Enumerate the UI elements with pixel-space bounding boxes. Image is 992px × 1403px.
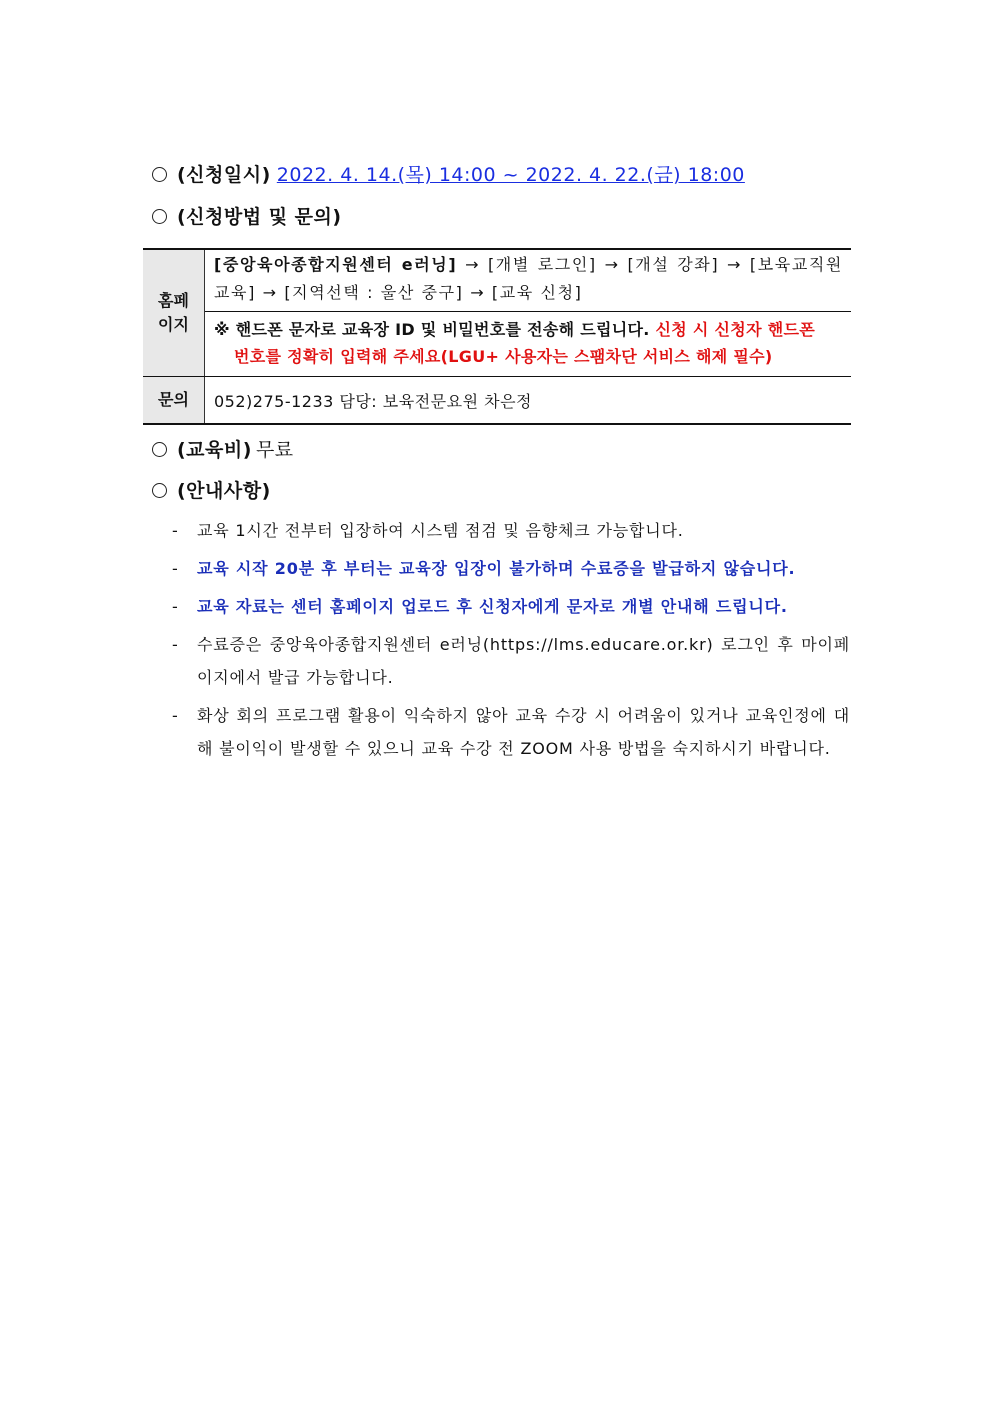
dash-bullet: -	[172, 706, 178, 725]
circle-bullet-icon	[152, 209, 167, 224]
table-row-notice	[143, 312, 851, 377]
list-item	[172, 514, 850, 547]
contact-header-cell: 문의	[143, 377, 205, 425]
list-item-text: 교육 1시간 전부터 입장하여 시스템 점검 및 음향체크 가능합니다.	[197, 521, 684, 540]
list-item-text: 수료증은 중앙육아종합지원센터 e러닝(https://lms.educare.or.kr) 로그인 후 마이페이지에서 발급 가능합니다.	[197, 635, 850, 687]
circle-bullet-icon	[152, 167, 167, 182]
circle-bullet-icon	[152, 442, 167, 457]
homepage-notice	[205, 312, 852, 377]
homepage-header-line1: 홈페	[158, 291, 189, 310]
section-notice	[152, 476, 271, 503]
notice-black-text: ※ 핸드폰 문자로 교육장 ID 및 비밀번호를 전송해 드립니다.	[214, 320, 650, 339]
section-fee	[152, 435, 294, 462]
fee-value: 무료	[255, 439, 294, 461]
section-label: (신청방법 및 문의)	[177, 206, 342, 228]
list-item	[172, 699, 850, 765]
section-label: (안내사항)	[177, 480, 271, 502]
application-date-range: 2022. 4. 14.(목) 14:00 ~ 2022. 4. 22.(금) 18:00	[276, 164, 745, 186]
notice-list	[172, 514, 850, 770]
nav-site-name: [중앙육아종합지원센터 e러닝]	[214, 255, 458, 274]
nav-path-rest: → [개별 로그인] → [개설 강좌] → [보육교직원 교육] → [지역선택 : 울산 중구] → [교육 신청]	[214, 255, 843, 302]
section-method	[152, 202, 342, 229]
list-item	[172, 590, 850, 623]
notice-red-text-2: 번호를 정확히 입력해 주세요(LGU+ 사용자는 스팸차단 서비스 해제 필수)	[234, 347, 773, 366]
list-item	[172, 552, 850, 585]
table-row-contact	[143, 377, 851, 425]
dash-bullet: -	[172, 597, 178, 616]
contact-value: 052)275-1233 담당: 보육전문요원 차은정	[205, 377, 852, 425]
homepage-header-cell	[143, 249, 205, 377]
table-row-homepage	[143, 249, 851, 312]
section-label: (신청일시)	[177, 164, 271, 186]
list-item-text: 화상 회의 프로그램 활용이 익숙하지 않아 교육 수강 시 어려움이 있거나 교육인정에 대해 불이익이 발생할 수 있으니 교육 수강 전 ZOOM 사용 방법을 숙지하시기 바랍니다.	[197, 706, 850, 758]
dash-bullet: -	[172, 635, 178, 654]
list-item	[172, 628, 850, 694]
homepage-header-line2: 이지	[158, 315, 189, 334]
dash-bullet: -	[172, 559, 178, 578]
application-info-table	[143, 248, 851, 425]
homepage-nav-path	[205, 249, 852, 312]
section-label: (교육비)	[177, 439, 252, 461]
list-item-text: 교육 자료는 센터 홈페이지 업로드 후 신청자에게 문자로 개별 안내해 드립니다.	[197, 597, 788, 616]
notice-red-text-1: 신청 시 신청자 핸드폰	[649, 320, 815, 339]
dash-bullet: -	[172, 521, 178, 540]
list-item-text: 교육 시작 20분 후 부터는 교육장 입장이 불가하며 수료증을 발급하지 않습니다.	[197, 559, 796, 578]
circle-bullet-icon	[152, 483, 167, 498]
section-application-period	[152, 160, 745, 187]
